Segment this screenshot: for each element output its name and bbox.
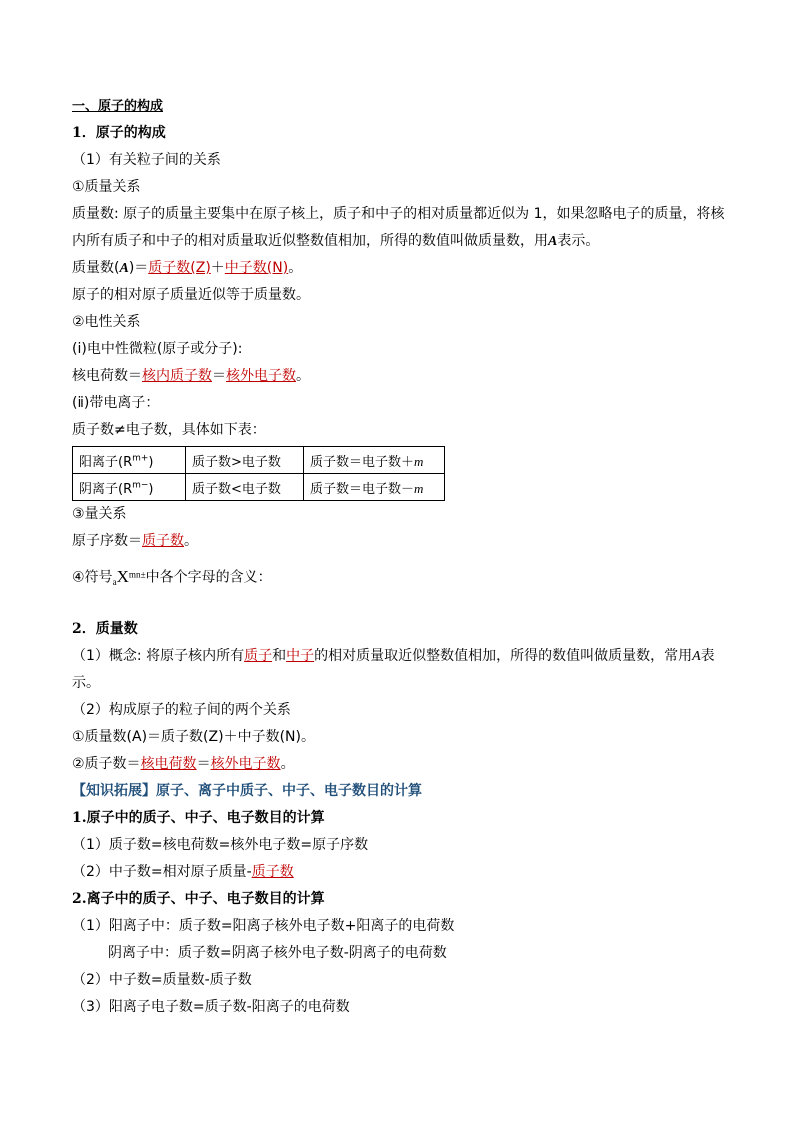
extension-atom-title: 1.原子中的质子、中子、电子数目的计算 [72,810,325,826]
answer-neutron: 中子 [286,648,315,664]
paragraph-relative-atomic-mass: 原子的相对原子质量近似等于质量数。 [72,287,310,303]
paragraph-mass-relation: ①质量关系 [72,179,141,195]
table-cell: 质子数＝电子数＋m [304,447,445,474]
ion-table [72,446,445,501]
table-cell: 质子数>电子数 [186,447,304,474]
table-cell: 质子数<电子数 [186,474,304,501]
paragraph-mass-number-concept: （1）概念: 将原子核内所有质子和中子的相对质量取近似整数值相加，所得的数值叫做质量数，常用A表示。 [72,648,715,691]
extension-ion-p3: （2）中子数=质量数-质子数 [72,972,252,988]
extension-atom-p1: （1）质子数=核电荷数=核外电子数=原子序数 [72,837,369,853]
nuclide-symbol: $_aX^{mn\pm}$ [112,566,146,587]
document-page [72,93,732,1021]
answer-nuclear-charge: 核电荷数 [140,756,197,772]
equation-mass-relation: ①质量数(A)＝质子数(Z)＋中子数(N)。 [72,729,315,745]
paragraph-two-relations: （2）构成原子的粒子间的两个关系 [72,702,291,718]
extension-ion-p4: （3）阳离子电子数=质子数-阳离子的电荷数 [72,999,350,1015]
answer-proton: 质子 [244,648,273,664]
answer-neutron-number: 中子数(N) [224,260,289,276]
extension-atom-p2: （2）中子数=相对原子质量-质子数 [72,864,294,880]
answer-atomic-number: 质子数 [142,533,184,549]
equation-atomic-number: 原子序数＝质子数。 [72,533,198,549]
paragraph-charge-relation: ②电性关系 [72,314,141,330]
answer-nuclear-protons: 核内质子数 [142,368,212,384]
table-row [73,447,445,474]
paragraph-symbol-meaning: ④符号$_aX^{mn\pm}$中各个字母的含义： [72,566,272,587]
table-row [73,474,445,501]
extension-ion-p2: 阴离子中：质子数=阴离子核外电子数-阴离子的电荷数 [108,945,447,961]
table-cell: 阳离子$(R^{m+})$ [73,447,186,474]
answer-proton-number: 质子数(Z) [148,260,211,276]
extension-ion-title: 2.离子中的质子、中子、电子数目的计算 [72,891,325,907]
answer-proton-count: 质子数 [251,864,294,880]
extension-ion-p1: （1）阳离子中：质子数=阳离子核外电子数+阳离子的电荷数 [72,918,455,934]
paragraph-neutral-particle: (ⅰ)电中性微粒(原子或分子): [72,341,243,357]
equation-nuclear-charge: 核电荷数＝核内质子数＝核外电子数。 [72,368,310,384]
paragraph-mass-number-definition: 质量数: 原子的质量主要集中在原子核上，质子和中子的相对质量都近似为 1，如果忽略电子的质量，将核内所有质子和中子的相对质量取近似整数值相加，所得的数值叫做质量数，用A表示。 [72,206,725,249]
paragraph-quantity-relation: ③量关系 [72,506,127,522]
equation-mass-number: 质量数(A)＝质子数(Z)＋中子数(N)。 [72,260,303,276]
paragraph-charged-ion: (ⅱ)带电离子： [72,395,160,411]
table-cell: 质子数＝电子数－m [304,474,445,501]
extension-title: 【知识拓展】原子、离子中质子、中子、电子数目的计算 [72,783,422,799]
answer-outer-electron-count: 核外电子数 [210,756,281,772]
table-cell: 阴离子$(R^{m-})$ [73,474,186,501]
section-2-title: 2．质量数 [72,621,138,637]
paragraph-particle-relations: （1）有关粒子间的关系 [72,152,221,168]
paragraph-table-intro: 质子数≠电子数，具体如下表： [72,422,266,438]
section-1-title: 一、原子的构成 [72,99,164,114]
answer-outer-electrons: 核外电子数 [226,368,296,384]
subsection-1-title: 1．原子的构成 [72,125,166,141]
equation-proton-relation: ②质子数＝核电荷数＝核外电子数。 [72,756,295,772]
